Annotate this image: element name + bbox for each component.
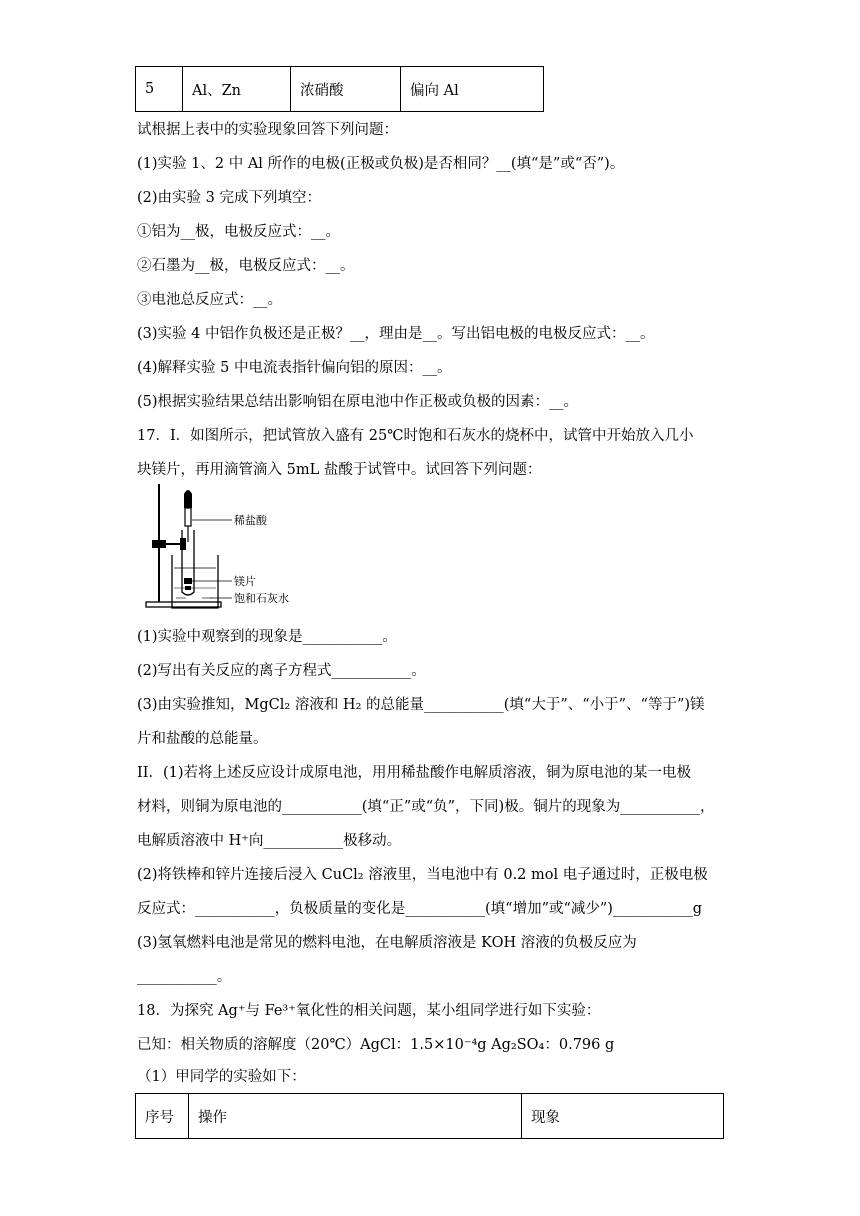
question-17: 17．I．如图所示，把试管放入盛有 25℃时饱和石灰水的烧杯中，试管中开始放入几小 (137, 428, 694, 444)
text-line: 电解质溶液中 H⁺向___________极移动。 (137, 833, 402, 849)
text-line: (2)由实验 3 完成下列填空： (137, 190, 321, 206)
text-line: (3)由实验推知，MgCl₂ 溶液和 H₂ 的总能量___________(填“大于”、“小于”、“等于”)镁 (137, 697, 705, 713)
table-header: 操作 (189, 1094, 522, 1139)
text-line: 片和盐酸的总能量。 (137, 731, 268, 747)
apparatus-figure (140, 480, 320, 615)
text-line: (1)实验中观察到的现象是___________。 (137, 629, 397, 645)
text-line: (2)写出有关反应的离子方程式___________。 (137, 663, 426, 679)
experiment-table-bottom (135, 1093, 724, 1139)
text-line: （1）甲同学的实验如下： (137, 1069, 306, 1085)
table-cell: 5 (136, 67, 183, 112)
text-line: (4)解释实验 5 中电流表指针偏向铝的原因：__。 (137, 360, 452, 376)
label-limewater: 饱和石灰水 (234, 592, 289, 605)
experiment-table-top (135, 66, 544, 112)
label-dilute-hcl: 稀盐酸 (234, 514, 267, 527)
question-18: 18．为探究 Ag⁺与 Fe³⁺氧化性的相关问题，某小组同学进行如下实验： (137, 1003, 601, 1019)
text-line: 块镁片，再用滴管滴入 5mL 盐酸于试管中。试回答下列问题： (137, 462, 542, 478)
table-cell: Al、Zn (183, 67, 291, 112)
text-line: 试根据上表中的实验现象回答下列问题： (137, 122, 398, 138)
text-line: (2)将铁棒和锌片连接后浸入 CuCl₂ 溶液里，当电池中有 0.2 mol 电子通过时，正极电极 (137, 867, 708, 883)
text-line: 反应式：___________，负极质量的变化是___________(填“增加”或“减少”)___________g (137, 901, 702, 917)
label-magnesium: 镁片 (234, 575, 256, 588)
text-line: (3)实验 4 中铝作负极还是正极？__，理由是__。写出铝电极的电极反应式：__。 (137, 326, 655, 342)
text-line: 已知：相关物质的溶解度（20℃）AgCl：1.5×10⁻⁴g Ag₂SO₄：0.796 g (137, 1037, 615, 1053)
table-cell: 浓硝酸 (291, 67, 401, 112)
text-line: (1)实验 1、2 中 Al 所作的电极(正极或负极)是否相同？__(填“是”或“否”)。 (137, 156, 625, 172)
text-line: ③电池总反应式：__。 (137, 292, 282, 308)
question-17-ii: II．(1)若将上述反应设计成原电池，用用稀盐酸作电解质溶液，铜为原电池的某一电极 (137, 765, 691, 781)
table-header: 现象 (522, 1094, 724, 1139)
table-header: 序号 (136, 1094, 189, 1139)
text-line: ___________。 (137, 969, 232, 985)
text-line: ②石墨为__极，电极反应式：__。 (137, 258, 355, 274)
text-line: (3)氢氧燃料电池是常见的燃料电池，在电解质溶液是 KOH 溶液的负极反应为 (137, 935, 637, 951)
table-cell: 偏向 Al (401, 67, 544, 112)
text-line: (5)根据实验结果总结出影响铝在原电池中作正极或负极的因素：__。 (137, 394, 579, 410)
text-line: ①铝为__极，电极反应式：__。 (137, 224, 340, 240)
text-line: 材料，则铜为原电池的___________(填“正”或“负”，下同)极。铜片的现象为___________， (137, 799, 715, 815)
